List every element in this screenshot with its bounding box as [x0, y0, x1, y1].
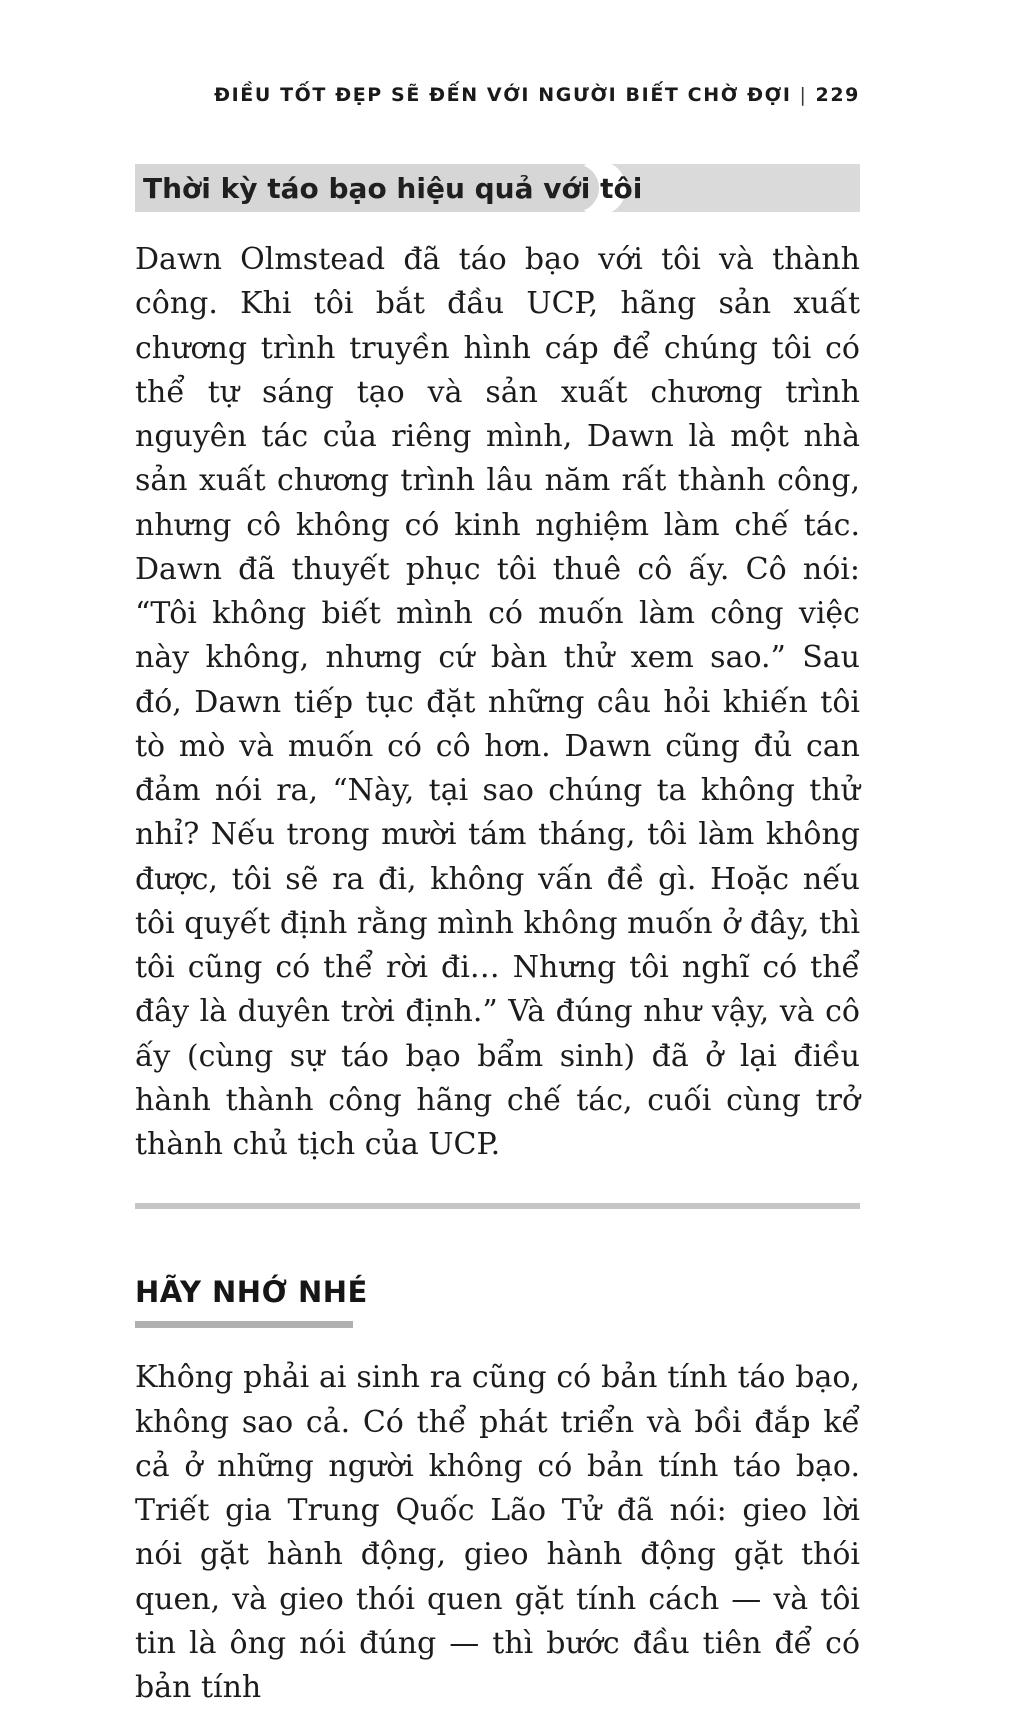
- section-title-bar: [135, 164, 860, 212]
- remember-paragraph: Không phải ai sinh ra cũng có bản tính táo bạo, không sao cả. Có thể phát triển và bồi đắp kể cả ở những người không có bản tính táo bạo. Triết gia Trung Quốc Lão Tử đã nói: gieo lời nói gặt hành động, gieo hành động gặt thói quen, và gieo thói quen gặt tính cách — và tôi tin là ông nói đúng — thì bước đầu tiên để có bản tính: [135, 1360, 860, 1705]
- running-header: [135, 84, 860, 106]
- page-number: 229: [815, 84, 860, 106]
- running-header-separator: |: [799, 84, 808, 106]
- remember-heading: HÃY NHỚ NHÉ: [135, 1275, 368, 1310]
- section-title-pill: [135, 164, 643, 212]
- section-divider: [135, 1203, 860, 1209]
- running-header-title: ĐIỀU TỐT ĐẸP SẼ ĐẾN VỚI NGƯỜI BIẾT CHỜ ĐỢI: [214, 84, 792, 106]
- section-title: Thời kỳ táo bạo hiệu quả với tôi: [143, 171, 643, 205]
- story-paragraph: Dawn Olmstead đã táo bạo với tôi và thành công. Khi tôi bắt đầu UCP, hãng sản xuất chương trình truyền hình cáp để chúng tôi có thể tự sáng tạo và sản xuất chương trình nguyên tác của riêng mình, Dawn là một nhà sản xuất chương trình lâu năm rất thành công, nhưng cô không có kinh nghiệm làm chế tác. Dawn đã thuyết phục tôi thuê cô ấy. Cô nói: “Tôi không biết mình có muốn làm công việc này không, nhưng cứ bàn thử xem sao.” Sau đó, Dawn tiếp tục đặt những câu hỏi khiến tôi tò mò và muốn có cô hơn. Dawn cũng đủ can đảm nói ra, “Này, tại sao chúng ta không thử nhỉ? Nếu trong mười tám tháng, tôi làm không được, tôi sẽ ra đi, không vấn đề gì. Hoặc nếu tôi quyết định rằng mình không muốn ở đây, thì tôi cũng có thể rời đi… Nhưng tôi nghĩ có thể đây là duyên trời định.” Và đúng như vậy, và cô ấy (cùng sự táo bạo bẩm sinh) đã ở lại điều hành thành công hãng chế tác, cuối cùng trở thành chủ tịch của UCP.: [135, 242, 860, 1162]
- remember-heading-underline: [135, 1321, 353, 1328]
